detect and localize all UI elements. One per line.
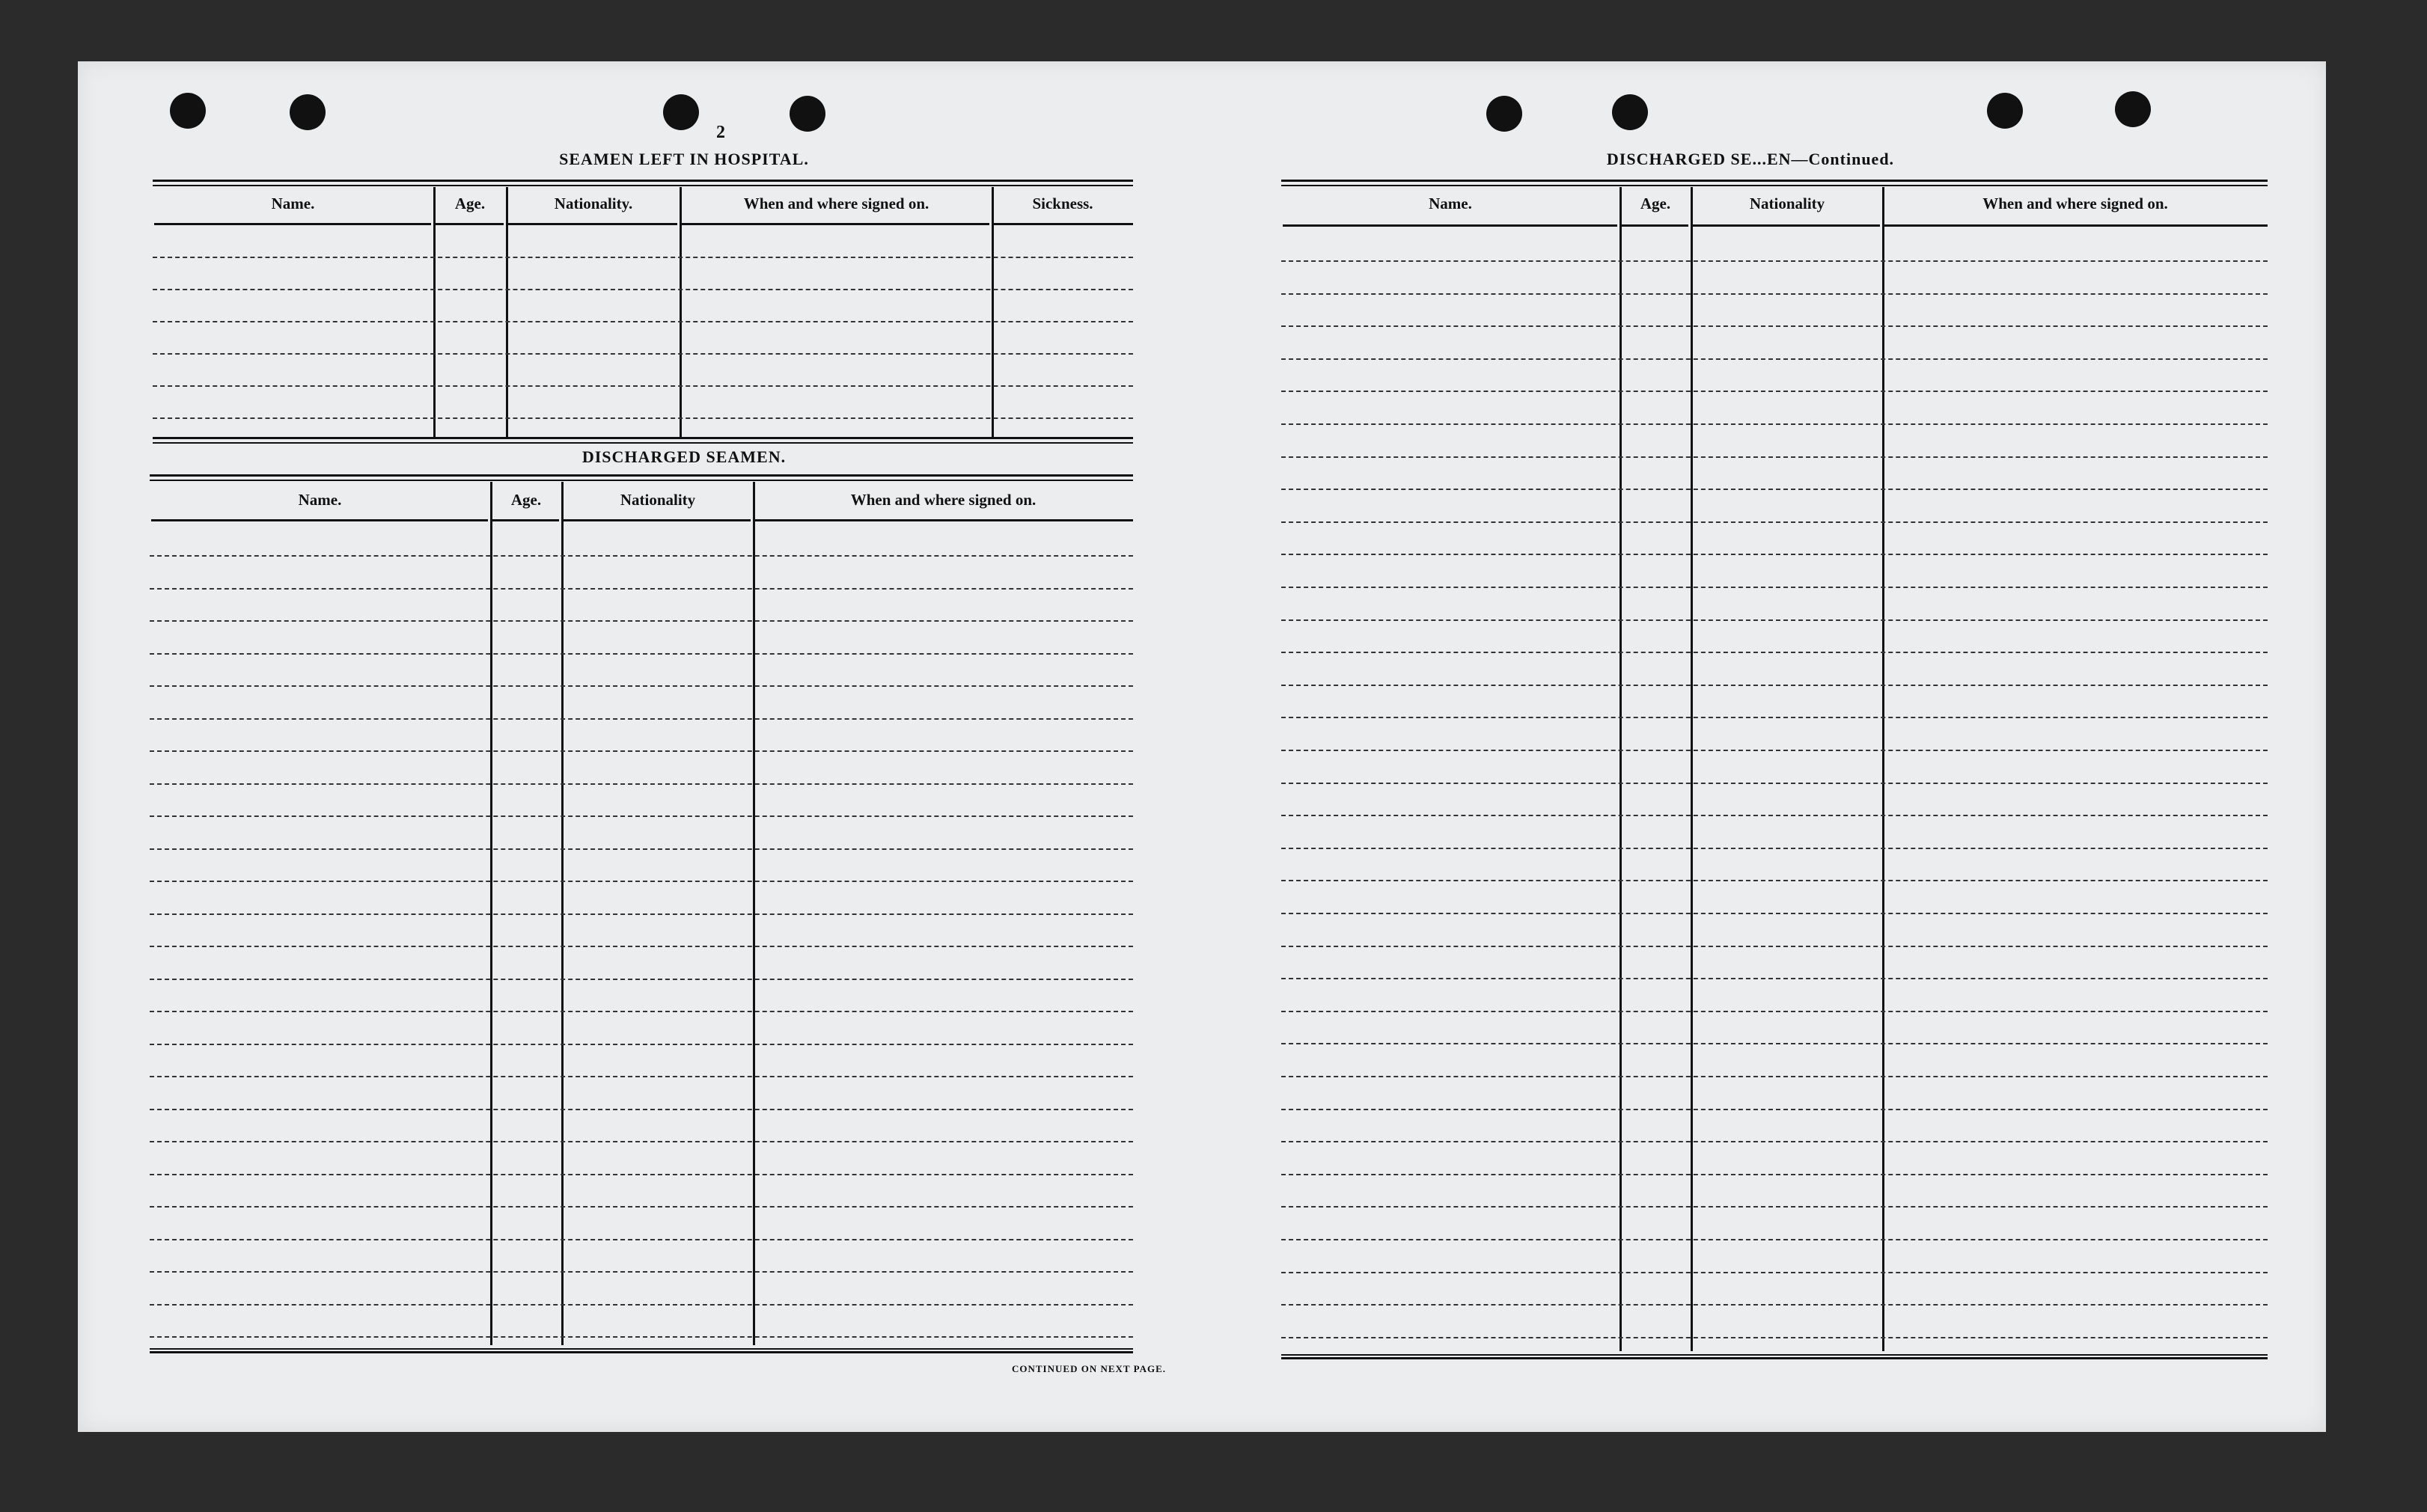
header-underline	[682, 223, 989, 225]
table-row	[153, 257, 1133, 258]
table-row	[1281, 946, 2268, 947]
table-row	[150, 1011, 1133, 1012]
table-row	[153, 321, 1133, 322]
table-row	[153, 417, 1133, 419]
table-row	[153, 289, 1133, 290]
hospital-col-age: Age.	[454, 195, 486, 212]
discharged-continued-table	[1281, 180, 2268, 1362]
hospital-table	[153, 180, 1133, 441]
discharged-col-signed-on: When and where signed on.	[850, 491, 1037, 509]
table-row	[150, 588, 1133, 590]
table-row	[150, 1174, 1133, 1175]
table-row	[150, 1109, 1133, 1110]
table-row	[1281, 717, 2268, 718]
table-row	[1281, 1043, 2268, 1044]
discharged-rows	[150, 474, 1133, 1357]
table-row	[153, 353, 1133, 355]
table-row	[1281, 1337, 2268, 1338]
table-row	[150, 783, 1133, 785]
table-row	[1281, 456, 2268, 458]
table-row	[1281, 1174, 2268, 1175]
table-row	[1281, 652, 2268, 653]
table-row	[1281, 358, 2268, 360]
table-row	[1281, 325, 2268, 327]
table-row	[150, 848, 1133, 850]
discharged-col-nationality: Nationality	[620, 491, 696, 509]
table-row	[1281, 750, 2268, 751]
hospital-section-title: SEAMEN LEFT IN HOSPITAL.	[559, 150, 809, 168]
table-row	[1281, 293, 2268, 295]
table-top-rule	[153, 180, 1133, 186]
table-row	[150, 979, 1133, 980]
right-section-title: DISCHARGED SE...EN—Continued.	[1606, 150, 1895, 168]
table-row	[1281, 1272, 2268, 1273]
table-row	[150, 1336, 1133, 1338]
continued-col-signed-on: When and where signed on.	[1982, 195, 2168, 212]
table-row	[1281, 1076, 2268, 1077]
table-row	[150, 1206, 1133, 1208]
table-bottom-rule	[1281, 1354, 2268, 1359]
header-underline	[994, 223, 1133, 225]
table-row	[150, 1044, 1133, 1045]
table-row	[1281, 1109, 2268, 1110]
table-row	[153, 385, 1133, 387]
discharged-col-name: Name.	[298, 491, 342, 509]
table-row	[150, 1141, 1133, 1142]
table-row	[1281, 521, 2268, 523]
table-row	[150, 881, 1133, 882]
table-row	[1281, 880, 2268, 881]
table-row	[150, 555, 1133, 557]
hospital-col-nationality: Nationality.	[554, 195, 633, 212]
table-row	[150, 815, 1133, 817]
table-row	[1281, 587, 2268, 588]
table-row	[1281, 1239, 2268, 1240]
header-underline	[436, 223, 504, 225]
table-row	[1281, 1011, 2268, 1012]
table-row	[1281, 1304, 2268, 1306]
table-bottom-rule	[153, 437, 1133, 444]
hospital-col-name: Name.	[271, 195, 315, 212]
discharged-section-title: DISCHARGED SEAMEN.	[581, 447, 787, 466]
discharged-table	[150, 474, 1133, 1357]
continued-note: CONTINUED ON NEXT PAGE.	[1012, 1363, 1166, 1374]
table-row	[150, 750, 1133, 752]
continued-col-age: Age.	[1640, 195, 1671, 212]
form-sheet	[78, 61, 2326, 1432]
table-row	[1281, 913, 2268, 914]
table-row	[150, 1304, 1133, 1306]
table-row	[1281, 685, 2268, 686]
table-row	[1281, 848, 2268, 849]
table-row	[150, 1271, 1133, 1273]
page-number: 2	[716, 123, 725, 142]
header-underline	[154, 223, 431, 225]
table-row	[1281, 554, 2268, 555]
hospital-col-sickness: Sickness.	[1032, 195, 1093, 212]
continued-rows	[1281, 180, 2268, 1362]
table-row	[1281, 423, 2268, 425]
table-row	[150, 1076, 1133, 1077]
table-row	[1281, 815, 2268, 816]
table-row	[1281, 391, 2268, 392]
table-row	[1281, 260, 2268, 262]
hospital-col-signed-on: When and where signed on.	[743, 195, 929, 212]
table-row	[150, 653, 1133, 655]
table-row	[150, 1239, 1133, 1240]
table-bottom-rule	[150, 1348, 1133, 1353]
continued-col-name: Name.	[1429, 195, 1472, 212]
table-row	[1281, 619, 2268, 621]
table-row	[150, 718, 1133, 720]
table-row	[1281, 1141, 2268, 1142]
table-row	[150, 913, 1133, 915]
table-row	[1281, 489, 2268, 490]
header-underline	[508, 223, 677, 225]
discharged-col-age: Age.	[510, 491, 542, 509]
table-row	[1281, 783, 2268, 784]
table-row	[1281, 1206, 2268, 1208]
continued-col-nationality: Nationality	[1749, 195, 1825, 212]
table-row	[150, 946, 1133, 947]
right-page	[1281, 61, 2324, 1432]
table-row	[150, 620, 1133, 622]
table-row	[150, 685, 1133, 687]
table-row	[1281, 978, 2268, 979]
left-page	[153, 61, 1215, 1432]
